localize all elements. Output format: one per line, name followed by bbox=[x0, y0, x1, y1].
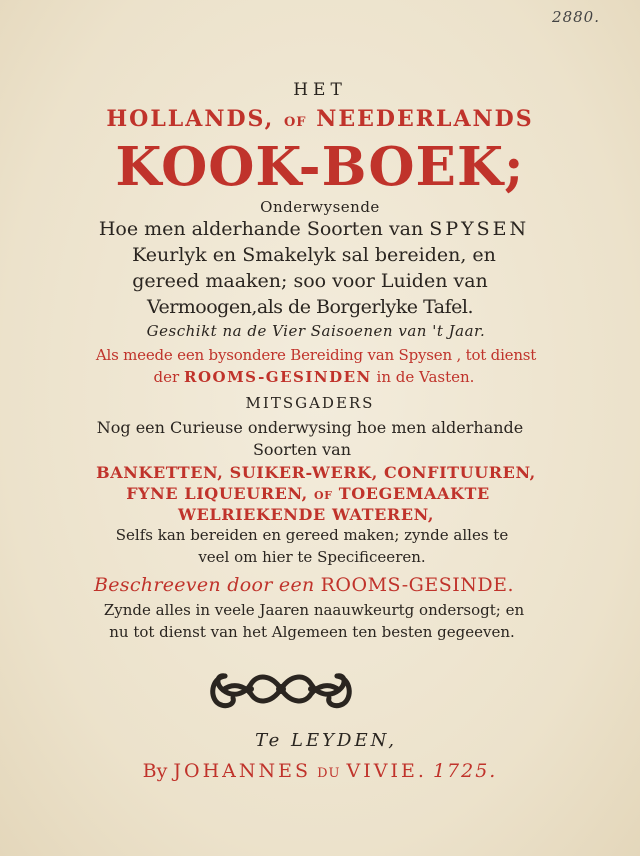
line-geschikt: Geschikt na de Vier Saisoenen van 't Jaar. bbox=[146, 322, 486, 340]
title-neederlands: NEEDERLANDS bbox=[316, 106, 534, 132]
subtitle-onderwysende: Onderwysende bbox=[260, 198, 380, 216]
line-selfs: Selfs kan bereiden en gereed maken; zynde alles te bbox=[115, 526, 509, 544]
line-veel: veel om hier te Specificeeren. bbox=[198, 548, 426, 566]
printers-ornament-icon bbox=[205, 664, 357, 714]
line-banketten: BANKETTEN, SUIKER-WERK, CONFITUUREN, bbox=[96, 463, 536, 482]
mitsgaders: MITSGADERS bbox=[245, 394, 375, 412]
der-word: der bbox=[153, 368, 180, 386]
line-fyne bbox=[0, 484, 628, 503]
line-vermoogen: Vermoogen,als de Borgerlyke Tafel. bbox=[146, 296, 474, 318]
imprint-du: DU bbox=[317, 766, 341, 781]
line-gereed: gereed maaken; soo voor Luiden van bbox=[132, 270, 488, 292]
toegemaakte: TOEGEMAAKTE bbox=[338, 484, 490, 503]
imprint-johannes: JOHANNES bbox=[173, 760, 312, 782]
imprint-by: By bbox=[142, 760, 168, 782]
line-keurlyk: Keurlyk en Smakelyk sal bereiden, en bbox=[132, 244, 496, 266]
beschreeven-door: Beschreeven door een bbox=[94, 574, 315, 596]
title-hollands: HOLLANDS, bbox=[106, 106, 275, 132]
main-title: KOOK-BOEK; bbox=[115, 136, 525, 198]
title-het: HET bbox=[293, 80, 347, 100]
title-of: OF bbox=[283, 115, 307, 130]
rooms-gesinden: ROOMS-GESINDEN bbox=[183, 368, 372, 386]
imprint-place: Te LEYDEN, bbox=[255, 730, 397, 751]
line-zynde: Zynde alles in veele Jaaren naauwkeurtg ondersogt; en bbox=[103, 601, 525, 619]
line-hoe-text: Hoe men alderhande Soorten van bbox=[98, 218, 424, 240]
line-als-meede: Als meede een bysondere Bereiding van Spysen , tot dienst bbox=[95, 346, 537, 364]
line-beschreeven bbox=[0, 574, 624, 596]
in-de-vasten: in de Vasten. bbox=[376, 368, 475, 386]
line-soorten: Soorten van bbox=[252, 440, 352, 459]
fyne-of: OF bbox=[313, 489, 333, 502]
line-welriekende: WELRIEKENDE WATEREN, bbox=[177, 505, 434, 524]
imprint-publisher-line bbox=[0, 760, 640, 782]
line-der bbox=[0, 368, 634, 386]
spysen-word: SPYSEN bbox=[429, 218, 530, 240]
line-nog: Nog een Curieuse onderwysing hoe men alderhande bbox=[96, 418, 524, 437]
rooms-gesinde: ROOMS-GESINDE. bbox=[320, 574, 514, 596]
line-hoe bbox=[0, 218, 634, 240]
imprint-year: 1725. bbox=[432, 760, 498, 782]
line-nu: nu tot dienst van het Algemeen ten besten gegeeven. bbox=[109, 623, 515, 641]
fyne-liqueuren: FYNE LIQUEUREN, bbox=[126, 484, 308, 503]
title-hollands-line bbox=[0, 106, 640, 132]
imprint-vivie: VIVIE. bbox=[346, 760, 427, 782]
shelfmark: 2880. bbox=[552, 8, 600, 26]
